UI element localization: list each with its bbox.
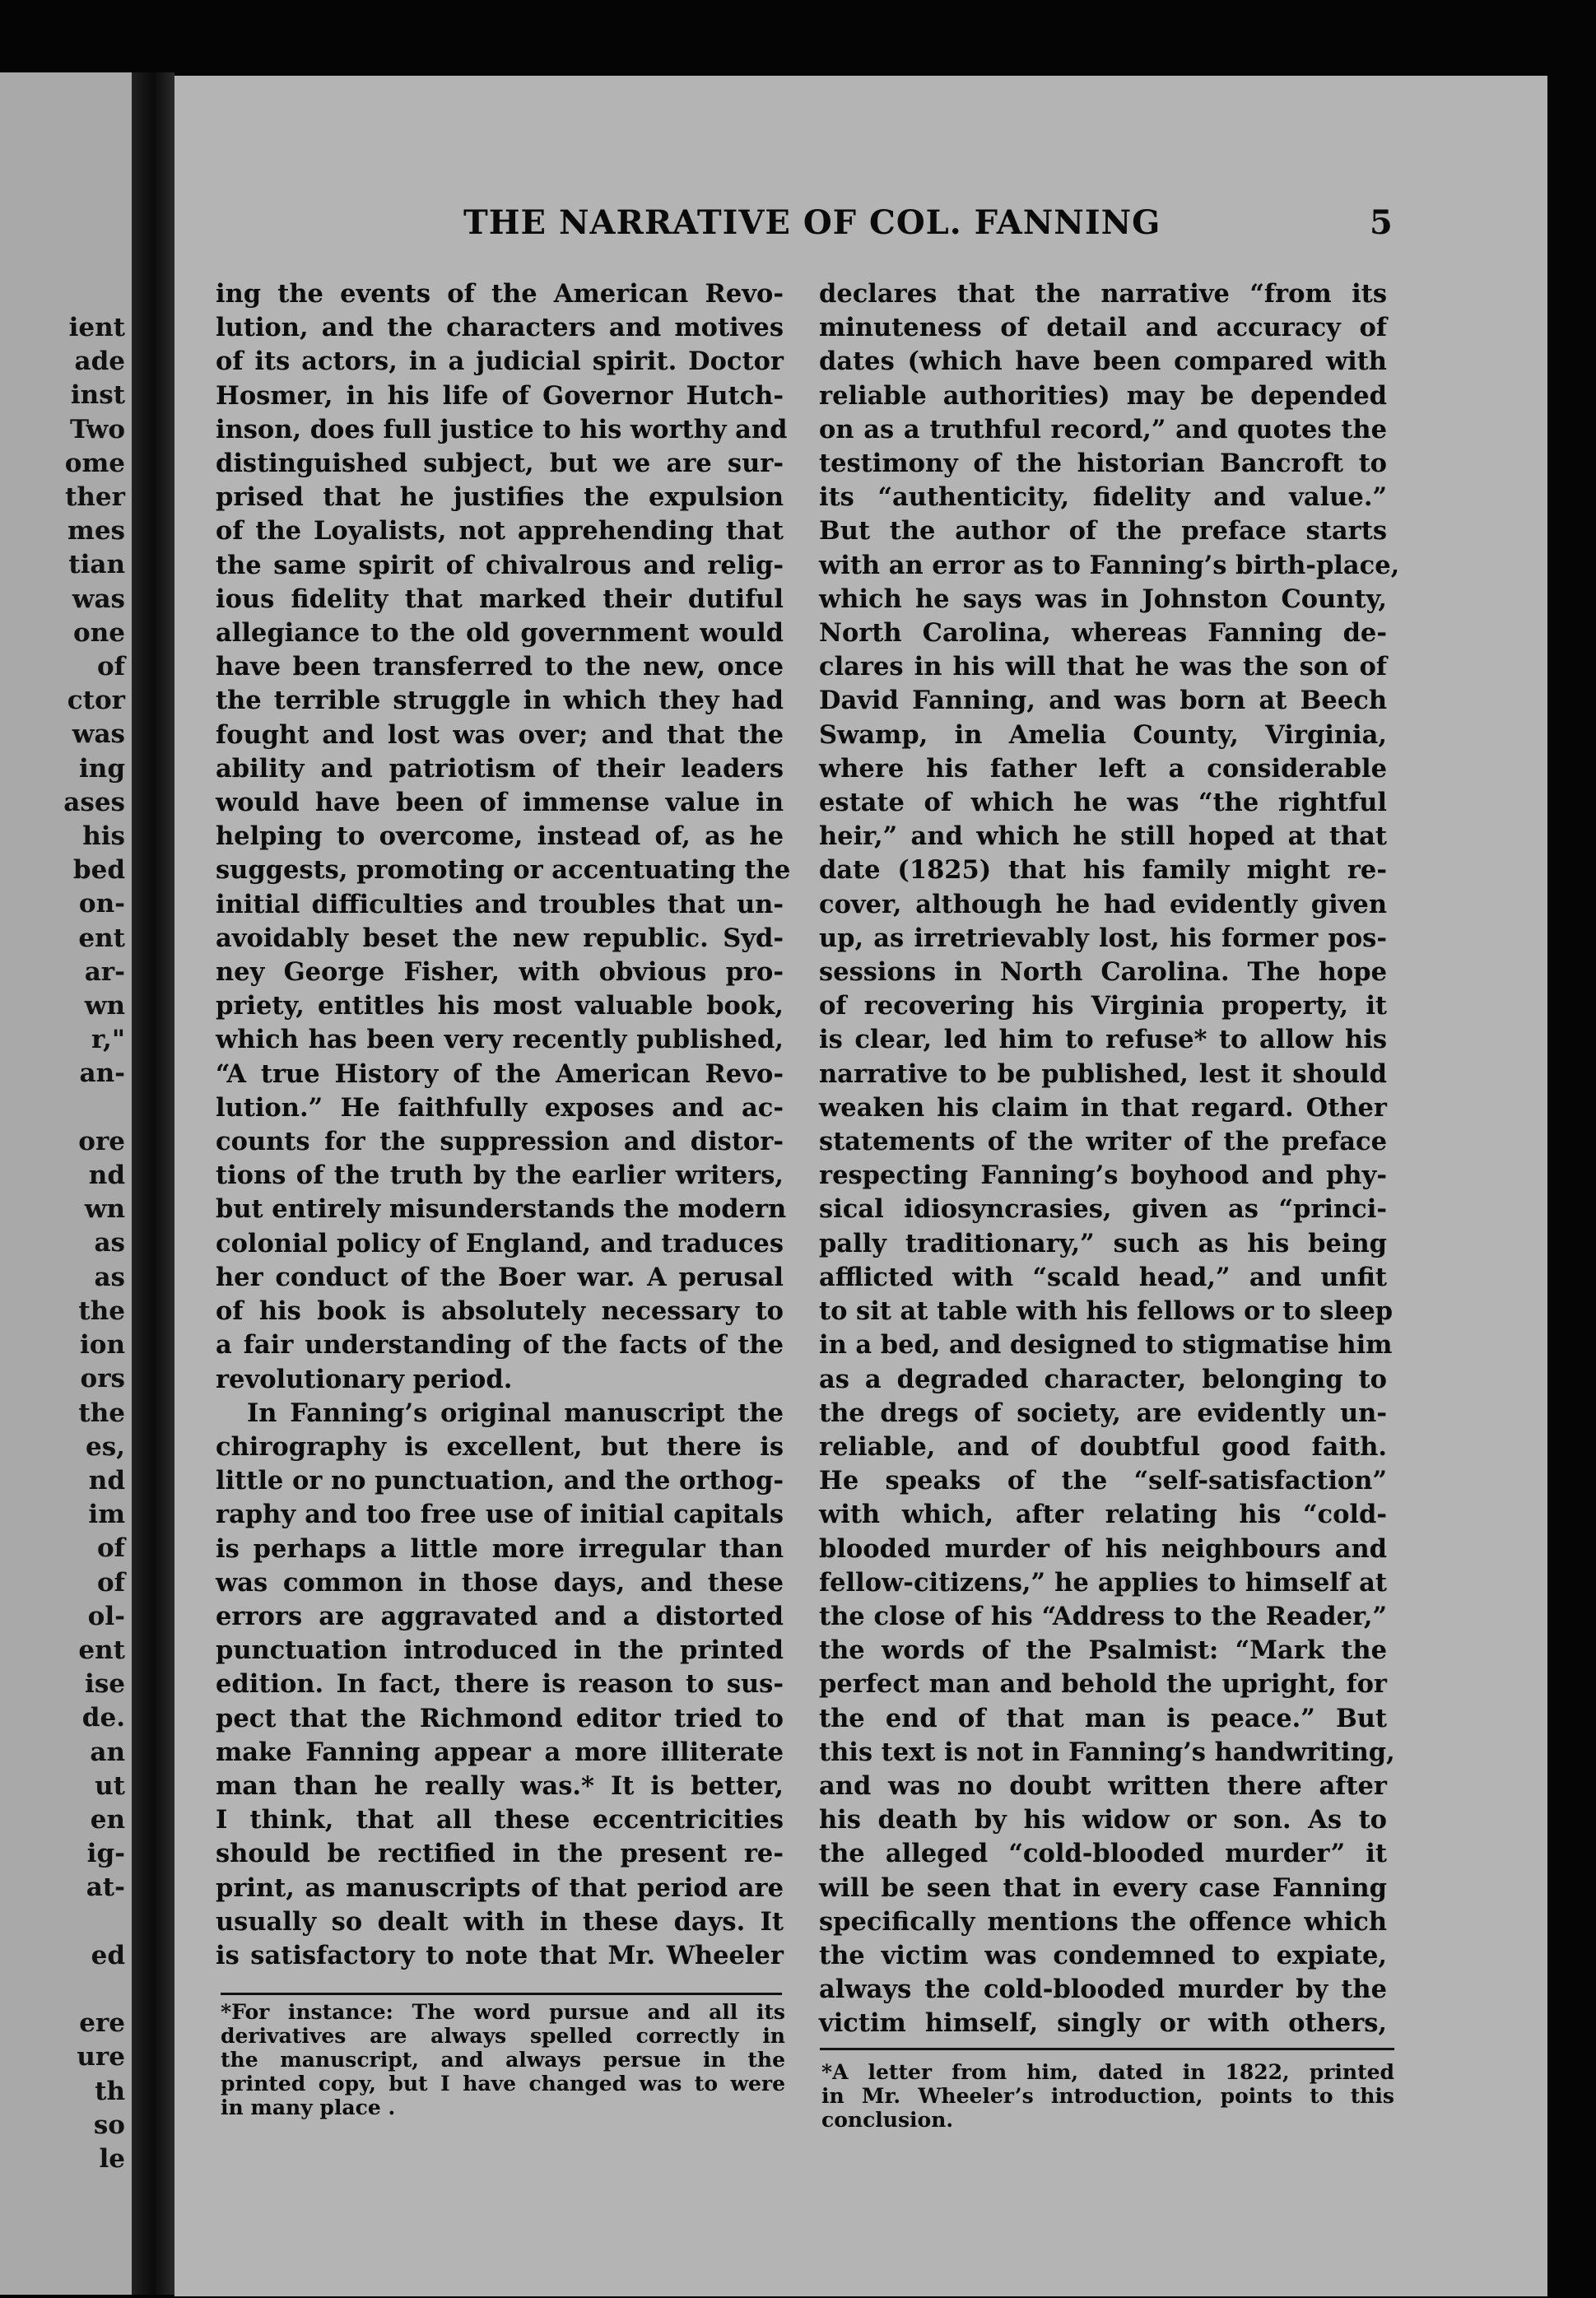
- text-line: lution, and the characters and motives: [216, 313, 784, 343]
- text-line: will be seen that in every case Fanning: [819, 1872, 1387, 1903]
- text-line: “A true History of the American Revo-: [216, 1058, 784, 1089]
- text-line: the end of that man is peace.” But: [819, 1703, 1387, 1733]
- text-line: respecting Fanning’s boyhood and phy-: [819, 1161, 1387, 1191]
- facing-page-fragment: was: [72, 584, 125, 614]
- facing-page-fragment: as: [94, 1228, 125, 1258]
- text-line: colonial policy of England, and traduces: [216, 1228, 784, 1258]
- facing-page-fragment: ore: [78, 1126, 125, 1156]
- facing-page-fragment: the: [78, 1296, 125, 1326]
- facing-page-fragment: ol-: [87, 1601, 125, 1631]
- text-line: the same spirit of chivalrous and relig-: [216, 550, 784, 580]
- text-line: always the cold-blooded murder by the: [819, 1975, 1387, 2005]
- text-column-left: [216, 277, 791, 1973]
- text-line: his death by his widow or son. As to: [819, 1805, 1387, 1835]
- text-line: print, as manuscripts of that period are: [216, 1872, 784, 1903]
- facing-page-fragment: tian: [68, 550, 125, 580]
- text-line: allegiance to the old government would: [216, 618, 784, 649]
- text-line: ing the events of the American Revo-: [216, 279, 784, 309]
- text-line: fellow-citizens,” he applies to himself at: [819, 1567, 1387, 1598]
- footnote-line: printed copy, but I have changed was to were: [221, 2072, 785, 2096]
- text-line: narrative to be published, lest it should: [819, 1058, 1387, 1089]
- text-line: usually so dealt with in these days. It: [216, 1906, 784, 1937]
- facing-page-fragment: an-: [79, 1058, 125, 1089]
- text-line: specifically mentions the offence which: [819, 1906, 1387, 1937]
- facing-page-fragment: [2, 1091, 125, 1125]
- text-line: dates (which have been compared with: [819, 347, 1387, 377]
- footnote-line: *For instance: The word pursue and all its: [221, 2000, 785, 2024]
- text-line: weaken his claim in that regard. Other: [819, 1092, 1387, 1123]
- facing-page-fragment: the: [78, 1398, 125, 1428]
- text-line: would have been of immense value in: [216, 788, 784, 818]
- facing-page-fragment: ent: [78, 923, 125, 953]
- facing-page-fragment: th: [95, 2076, 125, 2106]
- facing-page-fragment: ar-: [84, 956, 125, 987]
- facing-page-fragment: nd: [88, 1465, 125, 1496]
- facing-page-fragment: so: [93, 2110, 125, 2140]
- facing-page-fragment: ors: [80, 1364, 125, 1394]
- text-line: counts for the suppression and distor-: [216, 1127, 784, 1157]
- facing-page-fragment: was: [72, 719, 125, 750]
- text-line: reliable authorities) may be depended: [819, 380, 1387, 411]
- text-line: the alleged “cold-blooded murder” it: [819, 1839, 1387, 1869]
- page-number: 5: [1370, 203, 1393, 242]
- facing-page-fragment: as: [94, 1262, 125, 1292]
- facing-page-fragment: ion: [80, 1330, 125, 1361]
- text-line: little or no punctuation, and the orthog-: [216, 1466, 784, 1496]
- text-line: lution.” He faithfully exposes and ac-: [216, 1092, 784, 1123]
- footnote-line: derivatives are always spelled correctly in: [221, 2024, 785, 2048]
- facing-page-fragment: ed: [91, 1940, 125, 1970]
- text-line: its “authenticity, fidelity and value.”: [819, 482, 1387, 513]
- text-line: testimony of the historian Bancroft to: [819, 449, 1387, 479]
- text-line: ney George Fisher, with obvious pro-: [216, 957, 784, 988]
- footnote-line: in many place .: [221, 2096, 396, 2119]
- text-line: the close of his “Address to the Reader,”: [819, 1601, 1387, 1631]
- text-line: which has been very recently published,: [216, 1025, 784, 1055]
- text-line: prised that he justifies the expulsion: [216, 482, 784, 513]
- facing-page-fragment: of: [96, 1567, 125, 1598]
- facing-page-fragment: ome: [64, 448, 125, 478]
- text-line: punctuation introduced in the printed: [216, 1635, 784, 1666]
- text-line: her conduct of the Boer war. A perusal: [216, 1262, 784, 1292]
- text-line: up, as irretrievably lost, his former pos-: [819, 923, 1387, 953]
- facing-page-fragment: ure: [77, 2042, 125, 2072]
- text-line: minuteness of detail and accuracy of: [819, 313, 1387, 343]
- text-line: date (1825) that his family might re-: [819, 855, 1387, 886]
- text-line: Swamp, in Amelia County, Virginia,: [819, 719, 1387, 750]
- facing-page-fragment: Two: [69, 414, 125, 444]
- footnote-line: the manuscript, and always persue in the: [221, 2048, 785, 2072]
- footnote-line: conclusion.: [821, 2108, 954, 2132]
- text-line: as a degraded character, belonging to: [819, 1364, 1387, 1394]
- facing-page-edge: [0, 72, 132, 2295]
- text-line: David Fanning, and was born at Beech: [819, 686, 1387, 716]
- footnote-line: in Mr. Wheeler’s introduction, points to this: [821, 2084, 1394, 2108]
- facing-page-fragment: ig-: [86, 1839, 125, 1869]
- text-line: was common in those days, and these: [216, 1567, 784, 1598]
- text-line: revolutionary period.: [216, 1364, 513, 1394]
- facing-page-fragment: ade: [74, 347, 125, 377]
- facing-page-fragment: le: [99, 2143, 125, 2174]
- text-line: ability and patriotism of their leaders: [216, 753, 784, 784]
- text-line: in a bed, and designed to stigmatise him: [819, 1330, 1393, 1361]
- footnote-left: [221, 2000, 785, 2119]
- text-line: to sit at table with his fellows or to sleep: [819, 1296, 1394, 1327]
- text-line: which he says was in Johnston County,: [819, 584, 1387, 614]
- facing-page-fragment: ent: [78, 1635, 125, 1665]
- facing-page-fragment: ient: [68, 313, 125, 342]
- text-line: tions of the truth by the earlier writers,: [216, 1161, 784, 1191]
- facing-page-fragment: of: [96, 1533, 125, 1564]
- facing-page-fragment: on-: [78, 889, 125, 919]
- text-line: afflicted with “scald head,” and unfit: [819, 1262, 1387, 1292]
- text-line: a fair understanding of the facts of the: [216, 1330, 784, 1361]
- text-line: I think, that all these eccentricities: [216, 1805, 784, 1835]
- text-line: of its actors, in a judicial spirit. Doctor: [216, 347, 784, 377]
- text-line: reliable, and of doubtful good faith.: [819, 1431, 1387, 1462]
- facing-page-fragment: [2, 1973, 125, 2007]
- text-line: North Carolina, whereas Fanning de-: [819, 618, 1387, 649]
- text-line: is satisfactory to note that Mr. Wheeler: [216, 1940, 784, 1970]
- text-line: helping to overcome, instead of, as he: [216, 821, 784, 852]
- text-line: with an error as to Fanning’s birth-place,: [819, 550, 1400, 580]
- text-line: initial difficulties and troubles that un-: [216, 889, 784, 919]
- text-line: But the author of the preface starts: [819, 516, 1387, 547]
- text-line: ious fidelity that marked their dutiful: [216, 584, 784, 614]
- facing-page-fragment: [2, 1905, 125, 1939]
- facing-page-fragment: inst: [70, 380, 125, 411]
- text-line: the victim was condemned to expiate,: [819, 1940, 1387, 1970]
- text-line: blooded murder of his neighbours and: [819, 1533, 1387, 1564]
- facing-page-fragment: r,": [91, 1025, 125, 1055]
- facing-page-fragment: of: [96, 652, 125, 682]
- text-line: victim himself, singly or with others,: [819, 2008, 1387, 2039]
- text-line: edition. In fact, there is reason to sus-: [216, 1669, 784, 1700]
- facing-page-fragment: at-: [86, 1872, 125, 1903]
- text-line: of recovering his Virginia property, it: [819, 991, 1387, 1021]
- text-line: this text is not in Fanning’s handwriting,: [819, 1737, 1395, 1767]
- text-line: the terrible struggle in which they had: [216, 686, 784, 716]
- text-line: with which, after relating his “cold-: [819, 1500, 1387, 1530]
- text-line: declares that the narrative “from its: [819, 279, 1387, 309]
- facing-page-fragment: wn: [84, 991, 125, 1021]
- facing-page-fragment: one: [73, 617, 125, 648]
- text-line: chirography is excellent, but there is: [216, 1431, 784, 1462]
- facing-page-fragment: ut: [95, 1770, 125, 1801]
- facing-page-fragment: mes: [67, 516, 125, 547]
- text-line: heir,” and which he still hoped at that: [819, 821, 1387, 852]
- running-title: THE NARRATIVE OF COL. FANNING: [463, 203, 1161, 242]
- text-line: estate of which he was “the rightful: [819, 788, 1387, 818]
- facing-page-fragment: en: [90, 1804, 125, 1835]
- text-line: pect that the Richmond editor tried to: [216, 1703, 784, 1733]
- footnote-line: *A letter from him, dated in 1822, printed: [821, 2060, 1394, 2084]
- text-line: should be rectified in the present re-: [216, 1839, 784, 1869]
- text-line: priety, entitles his most valuable book,: [216, 991, 784, 1021]
- text-line: where his father left a considerable: [819, 753, 1387, 784]
- facing-page-fragment: ere: [79, 2008, 125, 2039]
- text-line: suggests, promoting or accentuating the: [216, 855, 791, 886]
- text-line: statements of the writer of the preface: [819, 1127, 1387, 1157]
- text-line: is clear, led him to refuse* to allow his: [819, 1025, 1387, 1055]
- text-line: the words of the Psalmist: “Mark the: [819, 1635, 1387, 1666]
- facing-page-text-fragments: [2, 311, 125, 2176]
- text-line: errors are aggravated and a distorted: [216, 1601, 784, 1631]
- text-line: of the Loyalists, not apprehending that: [216, 516, 784, 547]
- text-line: inson, does full justice to his worthy and: [216, 414, 788, 444]
- text-line: but entirely misunderstands the modern: [216, 1194, 787, 1225]
- text-line: distinguished subject, but we are sur-: [216, 449, 784, 479]
- text-line: He speaks of the “self-satisfaction”: [819, 1466, 1387, 1496]
- facing-page-fragment: his: [82, 821, 125, 852]
- text-column-right: [819, 277, 1400, 2041]
- facing-page-fragment: de.: [81, 1703, 125, 1733]
- text-line: of his book is absolutely necessary to: [216, 1296, 784, 1327]
- text-line: fought and lost was over; and that the: [216, 719, 784, 750]
- footnote-right: [821, 2060, 1394, 2132]
- book-gutter: [132, 72, 174, 2295]
- text-line: man than he really was.* It is better,: [216, 1770, 784, 1801]
- text-line: is perhaps a little more irregular than: [216, 1533, 784, 1564]
- text-line: perfect man and behold the upright, for: [819, 1669, 1387, 1700]
- text-line: clares in his will that he was the son of: [819, 652, 1387, 682]
- facing-page-fragment: nd: [88, 1161, 125, 1191]
- facing-page-fragment: es,: [86, 1431, 125, 1462]
- text-line: and was no doubt written there after: [819, 1770, 1387, 1801]
- text-line: cover, although he had evidently given: [819, 889, 1387, 919]
- text-line: make Fanning appear a more illiterate: [216, 1737, 784, 1767]
- text-line: sical idiosyncrasies, given as “princi-: [819, 1194, 1387, 1225]
- text-line: avoidably beset the new republic. Syd-: [216, 923, 784, 953]
- text-line: Hosmer, in his life of Governor Hutch-: [216, 380, 784, 411]
- text-line: raphy and too free use of initial capitals: [216, 1500, 784, 1530]
- text-line: In Fanning’s original manuscript the: [247, 1398, 784, 1428]
- facing-page-fragment: ise: [85, 1669, 125, 1700]
- text-line: pally traditionary,” such as his being: [819, 1228, 1387, 1258]
- facing-page-fragment: ctor: [67, 686, 125, 716]
- text-line: on as a truthful record,” and quotes the: [819, 414, 1387, 444]
- facing-page-fragment: ing: [79, 753, 125, 784]
- text-line: the dregs of society, are evidently un-: [819, 1398, 1387, 1428]
- facing-page-fragment: an: [90, 1737, 125, 1767]
- text-line: have been transferred to the new, once: [216, 652, 784, 682]
- facing-page-fragment: im: [88, 1500, 125, 1530]
- footnote-rule-left: [221, 1993, 782, 1995]
- footnote-rule-right: [820, 2048, 1394, 2050]
- facing-page-fragment: ther: [65, 482, 125, 513]
- facing-page-fragment: bed: [72, 855, 125, 886]
- facing-page-fragment: ases: [63, 787, 125, 817]
- facing-page-fragment: wn: [84, 1194, 125, 1225]
- text-line: sessions in North Carolina. The hope: [819, 957, 1387, 988]
